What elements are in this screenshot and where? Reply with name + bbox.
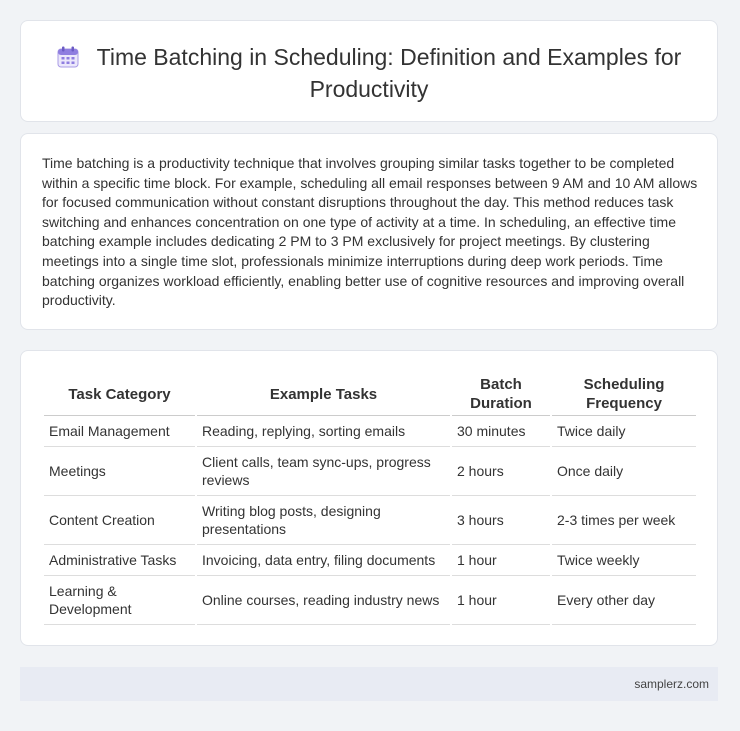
cell-frequency: Twice daily xyxy=(552,416,696,447)
cell-duration: 2 hours xyxy=(452,447,550,496)
cell-frequency: Every other day xyxy=(552,576,696,625)
header-batch-duration: Batch Duration xyxy=(452,373,550,416)
cell-duration: 1 hour xyxy=(452,576,550,625)
batching-table xyxy=(42,373,698,625)
cell-category: Learning & Development xyxy=(44,576,195,625)
header-scheduling-frequency: Scheduling Frequency xyxy=(552,373,696,416)
header-task-category: Task Category xyxy=(44,373,195,416)
cell-frequency: Twice weekly xyxy=(552,545,696,576)
header-example-tasks: Example Tasks xyxy=(197,373,450,416)
table-row xyxy=(44,447,696,496)
cell-category: Administrative Tasks xyxy=(44,545,195,576)
page-title: Time Batching in Scheduling: Definition and Examples for Productivity xyxy=(96,44,682,102)
page-title-wrap xyxy=(51,43,687,104)
cell-duration: 1 hour xyxy=(452,545,550,576)
table-card xyxy=(20,350,718,646)
cell-examples: Client calls, team sync-ups, progress reviews xyxy=(197,447,450,496)
cell-examples: Online courses, reading industry news xyxy=(197,576,450,625)
table-row xyxy=(44,576,696,625)
table-row xyxy=(44,545,696,576)
footer-site-link[interactable]: samplerz.com xyxy=(634,677,709,691)
footer-bar xyxy=(20,667,718,701)
cell-frequency: 2-3 times per week xyxy=(552,496,696,545)
cell-category: Email Management xyxy=(44,416,195,447)
intro-paragraph: Time batching is a productivity technique that involves grouping similar tasks together to be completed within a specific time block. For example, scheduling all email responses between 9 AM and 10 AM allows for focused communication without constant disruptions throughout the day. This method reduces task switching and enhances concentration on one type of activity at a time. In scheduling, an effective time batching example includes dedicating 2 PM to 3 PM exclusively for project meetings. By clustering meetings into a single time slot, professionals minimize interruptions during deep work periods. Time batching organizes workload efficiently, enabling better use of cognitive resources and improving overall productivity. xyxy=(42,155,698,309)
cell-duration: 3 hours xyxy=(452,496,550,545)
table-header-row xyxy=(44,373,696,416)
cell-examples: Writing blog posts, designing presentations xyxy=(197,496,450,545)
cell-duration: 30 minutes xyxy=(452,416,550,447)
cell-category: Content Creation xyxy=(44,496,195,545)
title-card xyxy=(20,20,718,122)
cell-examples: Invoicing, data entry, filing documents xyxy=(197,545,450,576)
cell-examples: Reading, replying, sorting emails xyxy=(197,416,450,447)
table-row xyxy=(44,416,696,447)
intro-card xyxy=(20,133,718,330)
calendar-icon xyxy=(57,46,79,75)
cell-frequency: Once daily xyxy=(552,447,696,496)
table-row xyxy=(44,496,696,545)
cell-category: Meetings xyxy=(44,447,195,496)
